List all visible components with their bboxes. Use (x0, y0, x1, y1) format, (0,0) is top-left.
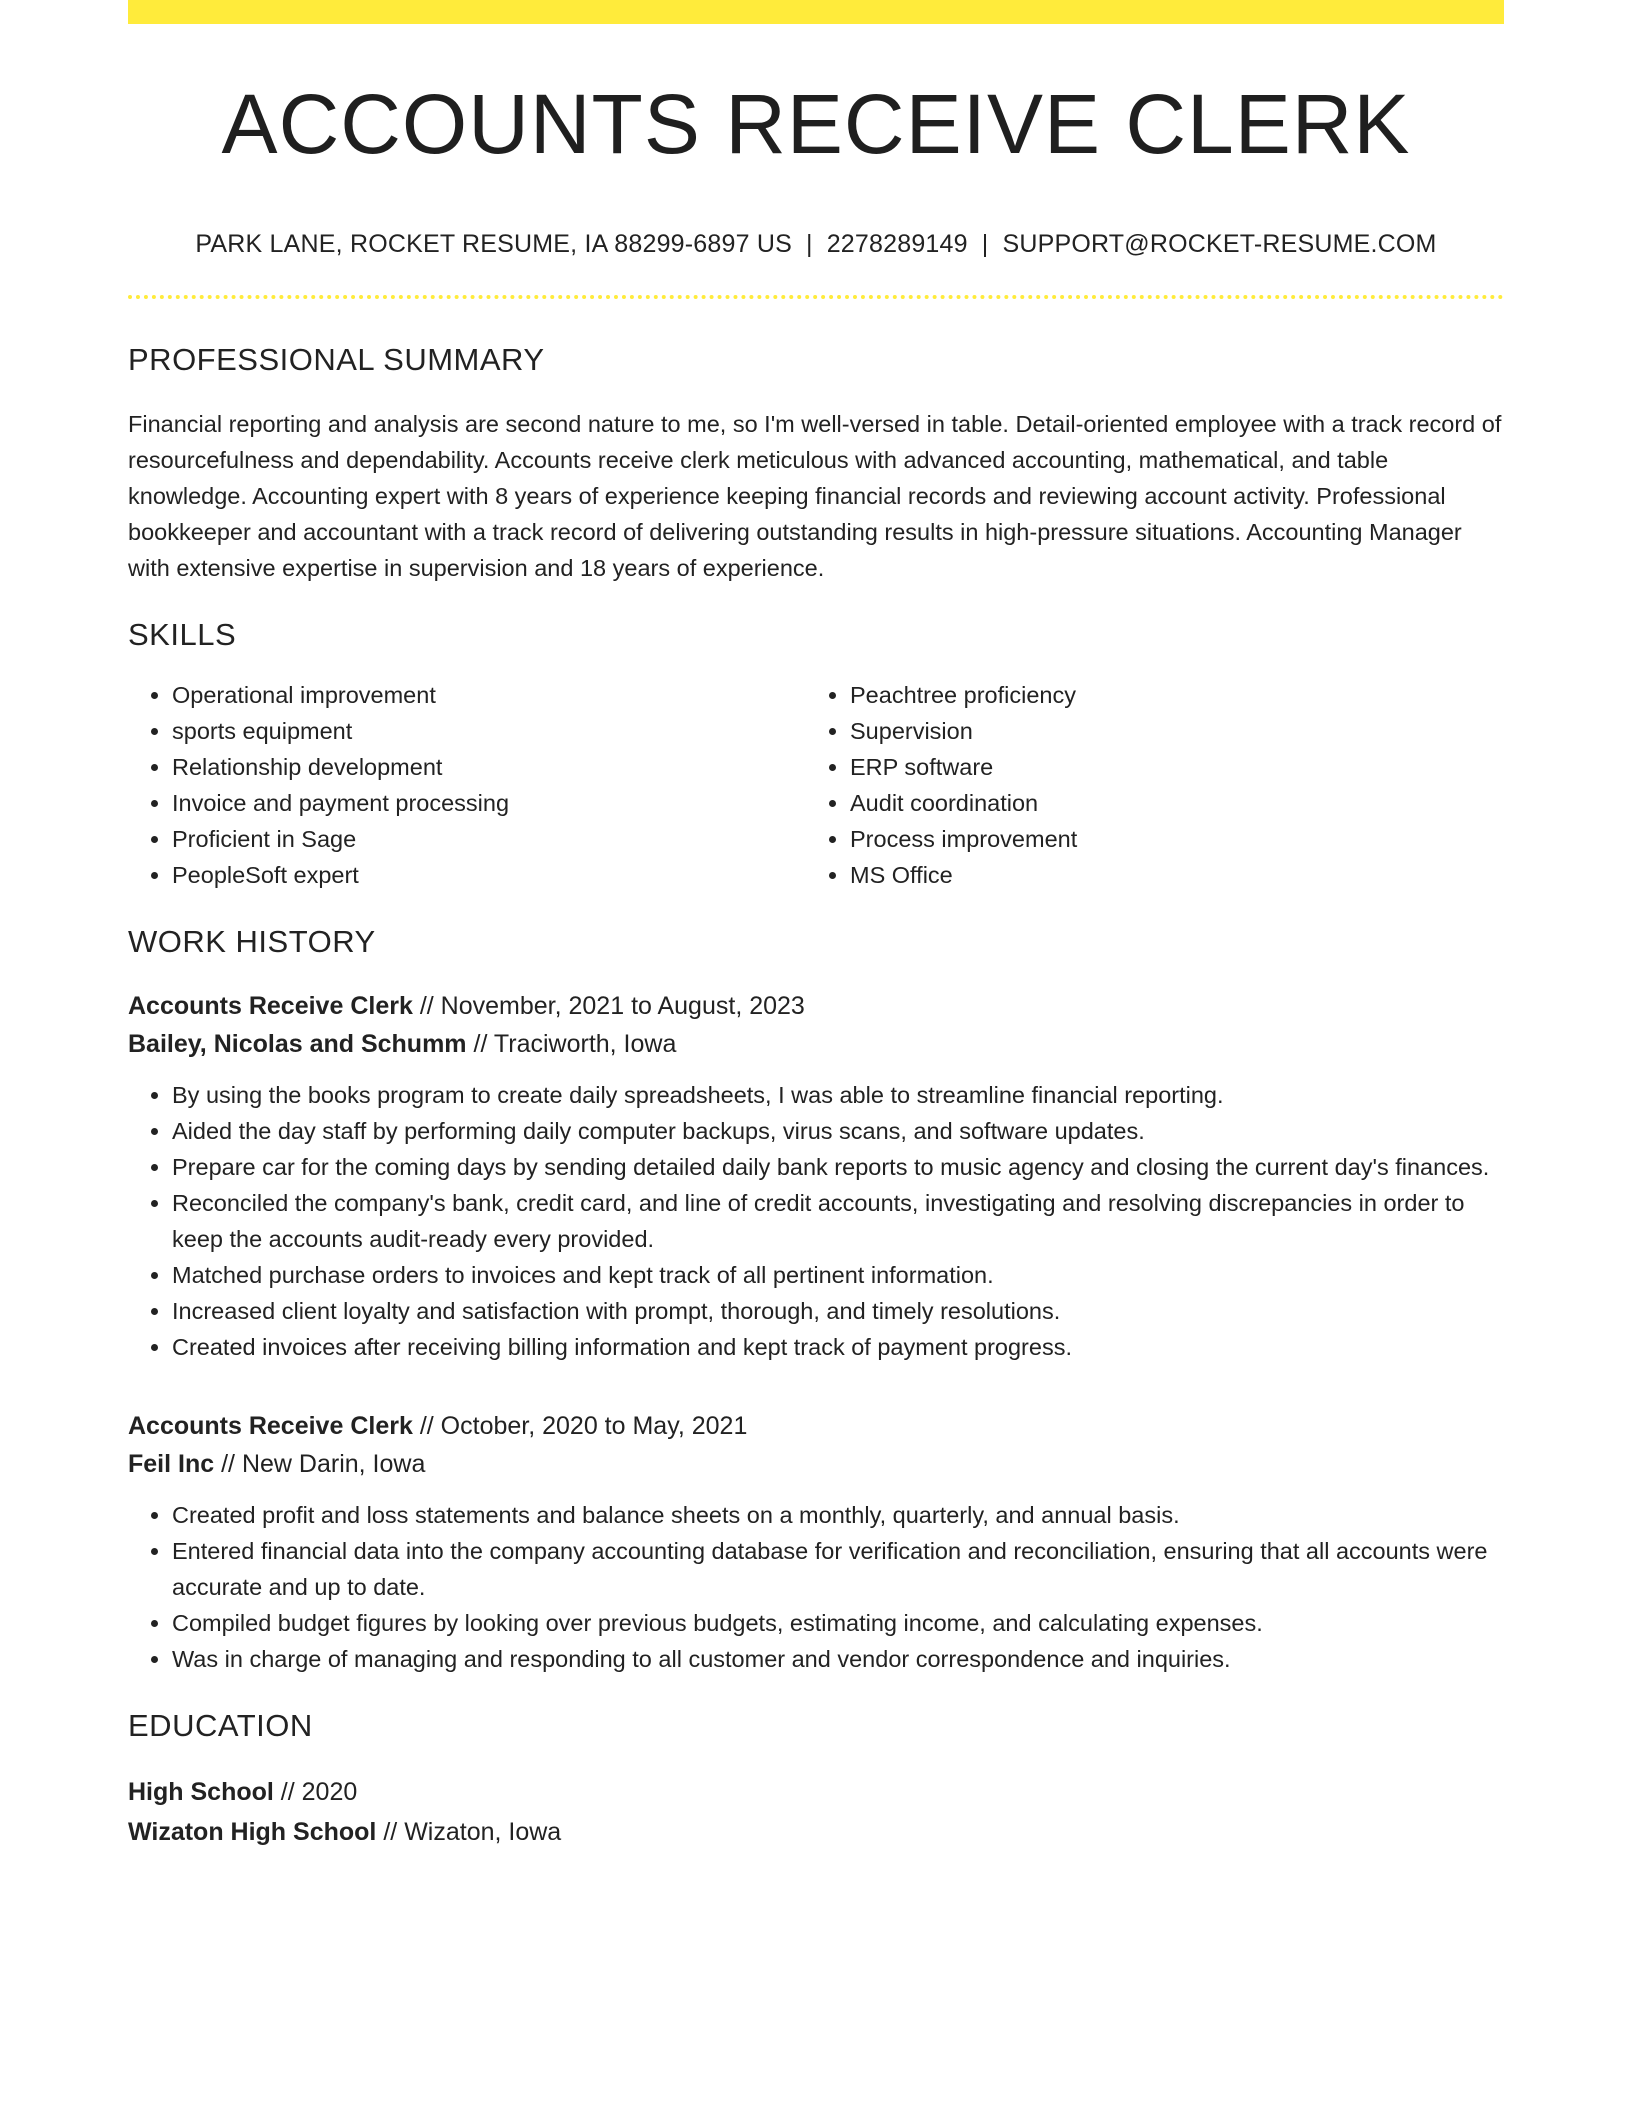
contact-separator: | (981, 230, 989, 258)
skill-item: • Invoice and payment processing (172, 785, 806, 821)
resume-name: ACCOUNTS RECEIVE CLERK (221, 77, 1411, 171)
education-year: 2020 (301, 1777, 358, 1806)
skill-item: • Peachtree proficiency (850, 677, 1484, 713)
job-entry (128, 1407, 1504, 1677)
education-entry (128, 1772, 1504, 1852)
delimiter: // (419, 991, 434, 1020)
education-school-line (128, 1812, 1504, 1852)
contact-separator: | (806, 230, 813, 258)
delimiter: // (280, 1777, 295, 1806)
skills-column-right (806, 677, 1484, 893)
education-school: Wizaton High School (128, 1817, 377, 1846)
job-bullets (128, 1077, 1504, 1365)
job-bullet: • Increased client loyalty and satisfaction with prompt, thorough, and timely resolutions. (172, 1293, 1504, 1329)
job-location: Traciworth, Iowa (493, 1029, 677, 1058)
job-bullet: • Created profit and loss statements and balance sheets on a monthly, quarterly, and annual basis. (172, 1497, 1504, 1533)
skill-item: • PeopleSoft expert (172, 857, 806, 893)
job-bullet: • Matched purchase orders to invoices and kept track of all pertinent information. (172, 1257, 1504, 1293)
contact-phone: 2278289149 (826, 230, 968, 258)
skills-heading: SKILLS (128, 617, 237, 653)
skill-item: • Supervision (850, 713, 1484, 749)
skill-item: • Operational improvement (172, 677, 806, 713)
job-company: Bailey, Nicolas and Schumm (128, 1029, 467, 1058)
skill-item: • MS Office (850, 857, 1484, 893)
job-company-line (128, 1445, 1504, 1483)
job-company-line (128, 1025, 1504, 1063)
skills-list (128, 677, 1504, 893)
skill-item: • ERP software (850, 749, 1484, 785)
job-dates: October, 2020 to May, 2021 (440, 1411, 748, 1440)
job-role: Accounts Receive Clerk (128, 991, 413, 1020)
job-bullet: • Entered financial data into the company accounting database for verification and reconciliation, ensuring that all accounts were accurate and up to date. (172, 1533, 1504, 1605)
contact-email: SUPPORT@ROCKET-RESUME.COM (1002, 230, 1437, 258)
job-bullet: • Reconciled the company's bank, credit card, and line of credit accounts, investigating and resolving discrepancies in order to keep the accounts audit-ready every provided. (172, 1185, 1504, 1257)
accent-top-bar (128, 0, 1504, 24)
job-bullet: • Compiled budget figures by looking over previous budgets, estimating income, and calculating expenses. (172, 1605, 1504, 1641)
job-title-line (128, 1407, 1504, 1445)
skill-item: • Proficient in Sage (172, 821, 806, 857)
education-degree-line (128, 1772, 1504, 1812)
delimiter: // (419, 1411, 434, 1440)
dotted-divider (128, 295, 1504, 299)
skill-item: • sports equipment (172, 713, 806, 749)
job-company: Feil Inc (128, 1449, 215, 1478)
job-title-line (128, 987, 1504, 1025)
resume-page (128, 0, 1504, 1852)
summary-text: Financial reporting and analysis are second nature to me, so I'm well-versed in table. Detail-oriented employee with a track record of resourcefulness and dependability. Accounts receive clerk meticulous with advanced accounting, mathematical, and table knowledge. Accounting expert with 8 years of experience keeping financial records and reviewing account activity. Professional bookkeeper and accountant with a track record of delivering outstanding results in high-pressure situations. Accounting Manager with extensive expertise in supervision and 18 years of experience. (128, 411, 1502, 582)
skill-item: • Process improvement (850, 821, 1484, 857)
job-bullet: • Created invoices after receiving billing information and kept track of payment progress. (172, 1329, 1504, 1365)
education-degree: High School (128, 1777, 274, 1806)
job-location: New Darin, Iowa (241, 1449, 426, 1478)
skills-column-left (128, 677, 806, 893)
education-heading: EDUCATION (128, 1707, 313, 1743)
job-bullet: • Prepare car for the coming days by sending detailed daily bank reports to music agency and closing the current day's finances. (172, 1149, 1504, 1185)
work-history-heading: WORK HISTORY (128, 924, 376, 960)
summary-heading: PROFESSIONAL SUMMARY (128, 342, 545, 377)
delimiter: // (473, 1029, 488, 1058)
job-dates: November, 2021 to August, 2023 (440, 991, 805, 1020)
skill-item: • Relationship development (172, 749, 806, 785)
delimiter: // (221, 1449, 235, 1478)
delimiter: // (383, 1817, 398, 1846)
job-bullet: • Aided the day staff by performing daily computer backups, virus scans, and software updates. (172, 1113, 1504, 1149)
contact-address: PARK LANE, ROCKET RESUME, IA 88299-6897 US (195, 230, 792, 258)
education-location: Wizaton, Iowa (404, 1817, 562, 1846)
job-bullets (128, 1497, 1504, 1677)
job-role: Accounts Receive Clerk (128, 1411, 413, 1440)
contact-line (128, 230, 1504, 259)
job-bullet: • By using the books program to create daily spreadsheets, I was able to streamline financial reporting. (172, 1077, 1504, 1113)
skill-item: • Audit coordination (850, 785, 1484, 821)
job-entry (128, 987, 1504, 1365)
job-bullet: • Was in charge of managing and responding to all customer and vendor correspondence and inquiries. (172, 1641, 1504, 1677)
